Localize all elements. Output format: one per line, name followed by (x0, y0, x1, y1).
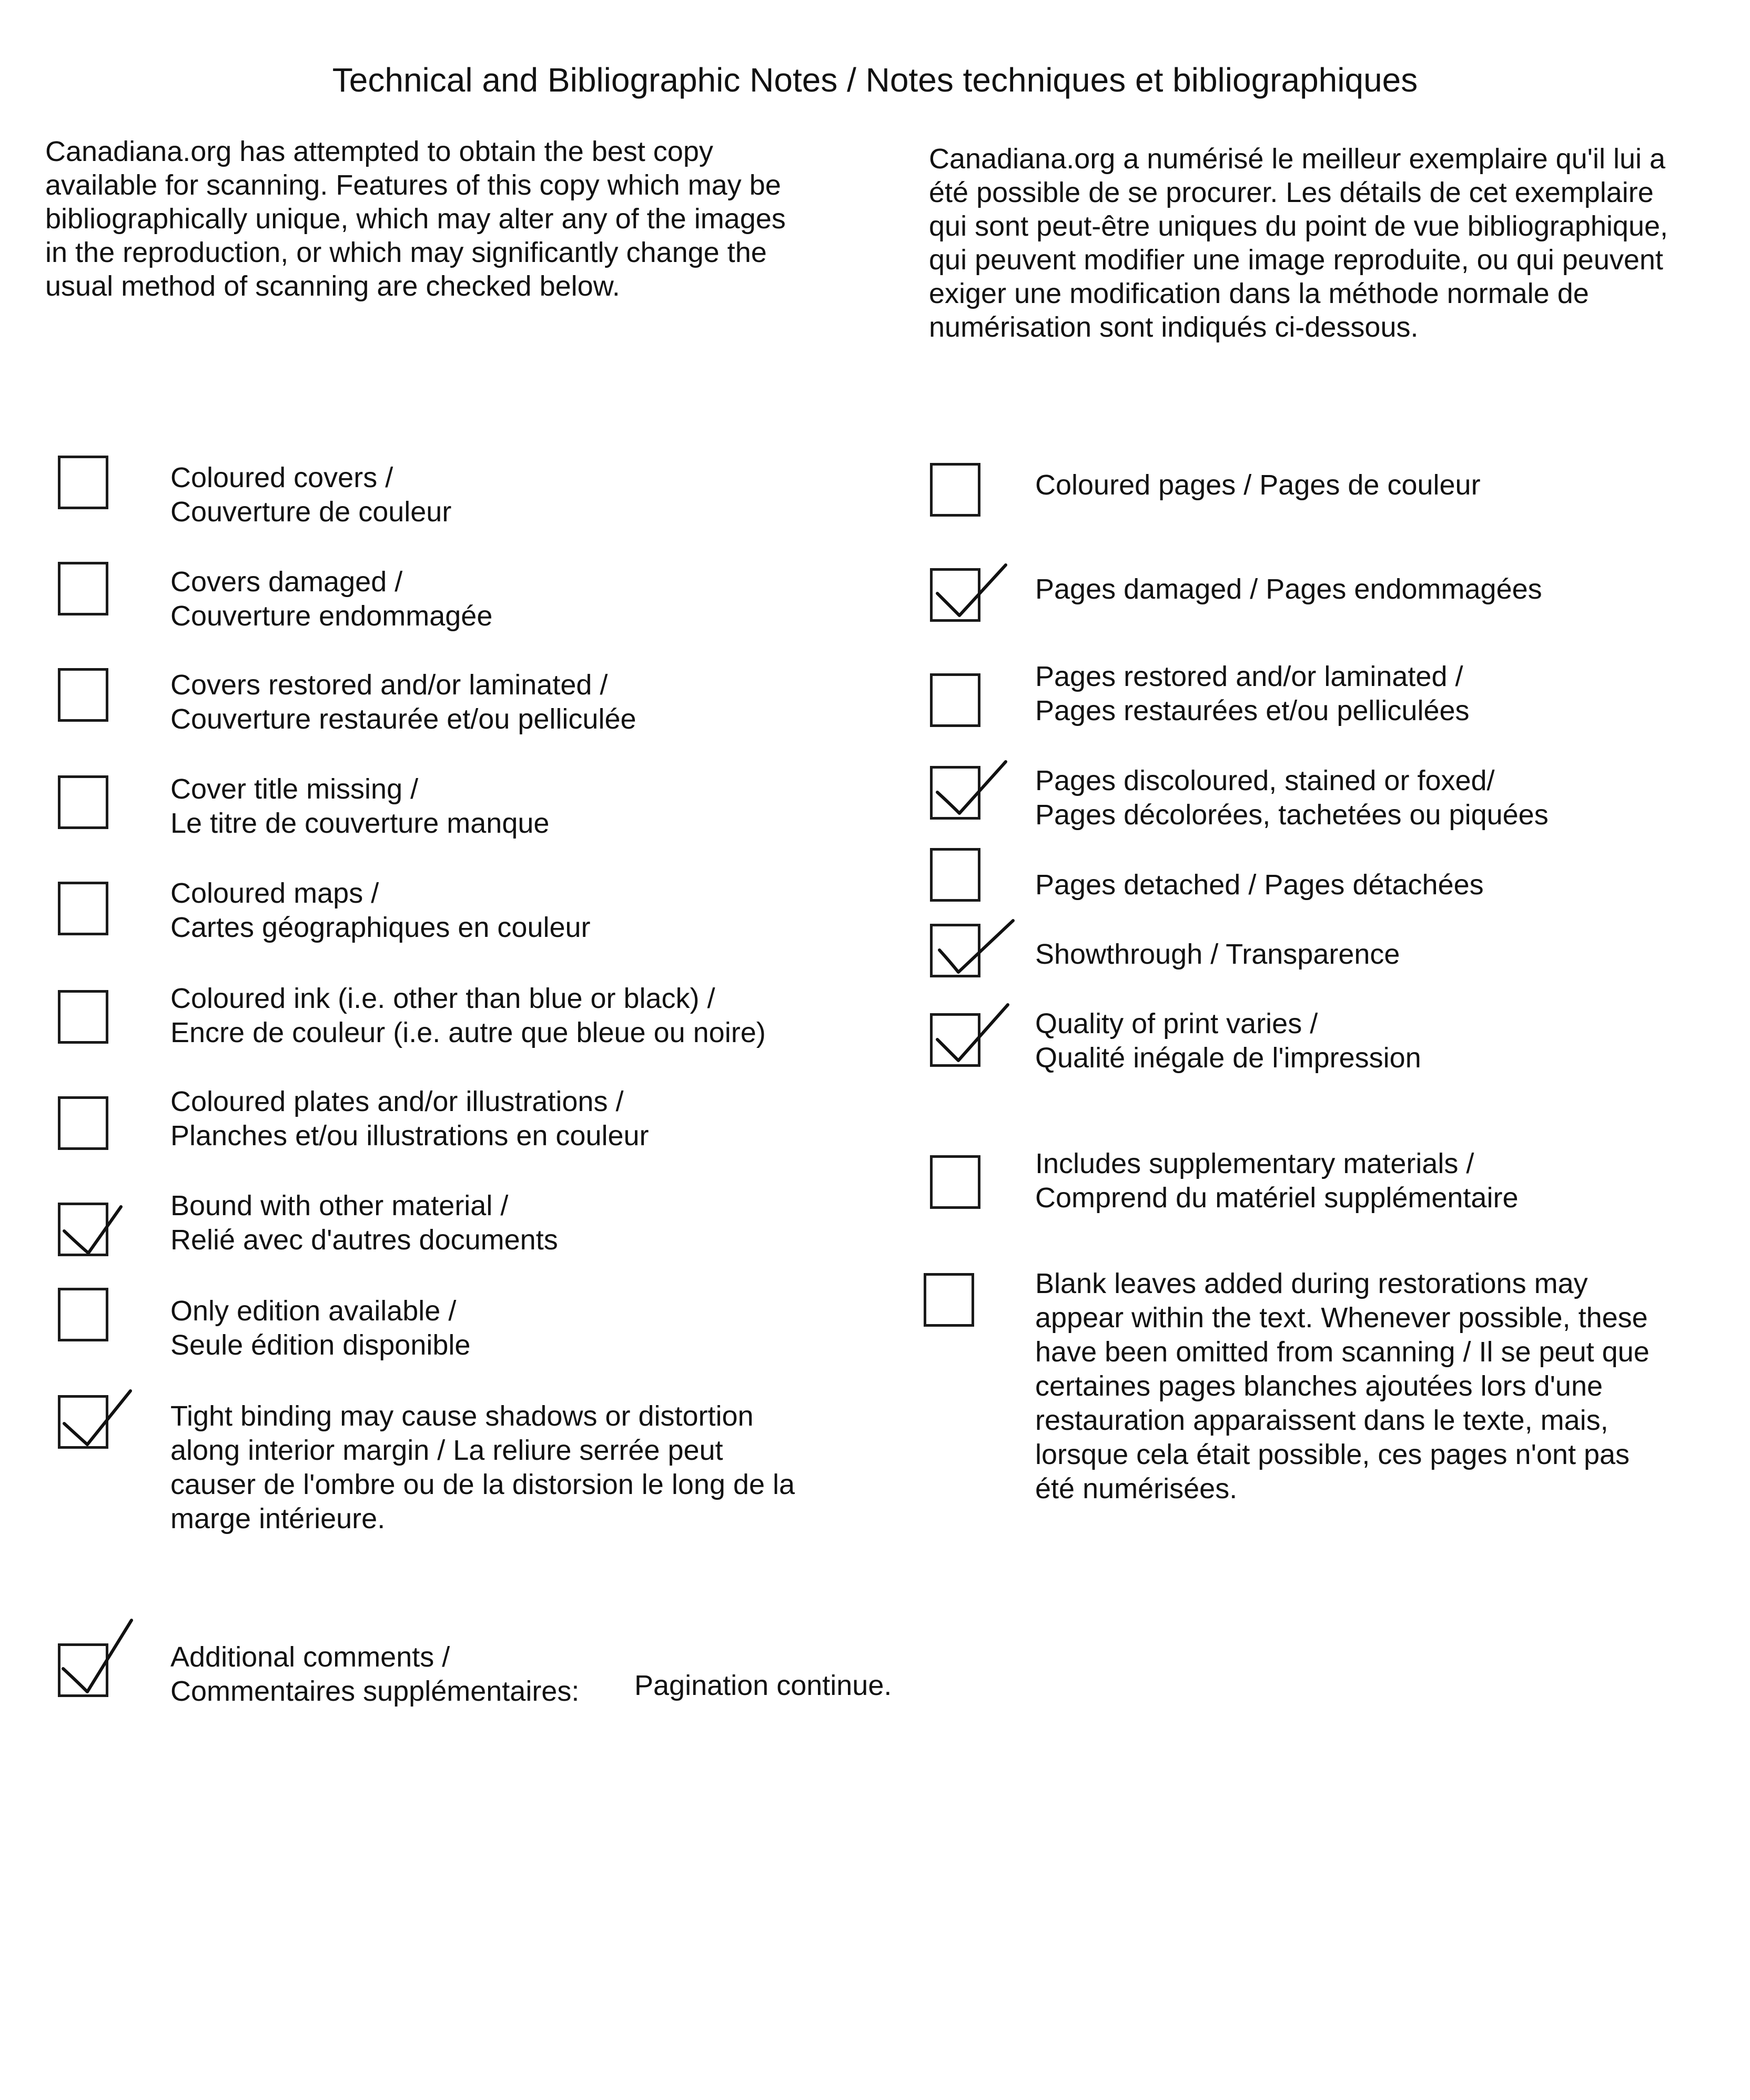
label-blank-leaves: Blank leaves added during restorations may appear within the text. Whenever possible, these have been omitted from scanning / Il se peut que certaines pages blanches ajoutées lors d'une restauration apparaissent dans le texte, mais, lorsque cela était possible, ces pages n'ont pas été numérisées. (1035, 1268, 1650, 1505)
label-coloured-plates: Coloured plates and/or illustrations / Planches et/ou illustrations en couleur (170, 1086, 649, 1152)
label-covers-damaged: Covers damaged / Couverture endommagée (170, 566, 493, 632)
label-pages-damaged: Pages damaged / Pages endommagées (1035, 573, 1542, 605)
checkbox-blank-leaves[interactable] (924, 1273, 974, 1327)
checkbox-coloured-covers[interactable] (58, 456, 108, 509)
label-pages-discoloured: Pages discoloured, stained or foxed/ Pages décolorées, tachetées ou piquées (1035, 765, 1549, 831)
label-quality-of-print: Quality of print varies / Qualité inégale de l'impression (1035, 1008, 1421, 1074)
label-covers-restored: Covers restored and/or laminated / Couverture restaurée et/ou pelliculée (170, 669, 636, 735)
checkbox-tight-binding[interactable] (58, 1395, 108, 1449)
label-coloured-ink: Coloured ink (i.e. other than blue or black) / Encre de couleur (i.e. autre que bleue ou noire) (170, 983, 766, 1048)
label-coloured-maps: Coloured maps / Cartes géographiques en couleur (170, 877, 591, 943)
checkbox-pages-detached[interactable] (930, 848, 980, 902)
checkbox-additional-comments[interactable] (58, 1643, 108, 1697)
label-additional-comments: Additional comments / Commentaires supplémentaires: (170, 1641, 580, 1707)
checkbox-coloured-plates[interactable] (58, 1096, 108, 1150)
label-supplementary-materials: Includes supplementary materials / Comprend du matériel supplémentaire (1035, 1148, 1519, 1214)
checkbox-cover-title-missing[interactable] (58, 775, 108, 829)
checkbox-only-edition[interactable] (58, 1288, 108, 1341)
page-title: Technical and Bibliographic Notes / Notes techniques et bibliographiques (332, 61, 1418, 99)
checkbox-supplementary-materials[interactable] (930, 1155, 980, 1209)
label-only-edition: Only edition available / Seule édition disponible (170, 1295, 471, 1361)
checkbox-pages-restored[interactable] (930, 673, 980, 727)
label-pages-restored: Pages restored and/or laminated / Pages restaurées et/ou pelliculées (1035, 661, 1470, 726)
checkbox-coloured-maps[interactable] (58, 882, 108, 935)
checkbox-coloured-ink[interactable] (58, 990, 108, 1044)
additional-comments-value: Pagination continue. (634, 1670, 892, 1701)
label-coloured-covers: Coloured covers / Couverture de couleur (170, 462, 452, 528)
checkbox-showthrough[interactable] (930, 924, 980, 977)
checkbox-pages-discoloured[interactable] (930, 766, 980, 820)
checkbox-covers-restored[interactable] (58, 668, 108, 722)
checkbox-quality-of-print[interactable] (930, 1013, 980, 1067)
checkbox-coloured-pages[interactable] (930, 463, 980, 517)
label-pages-detached: Pages detached / Pages détachées (1035, 869, 1484, 901)
label-showthrough: Showthrough / Transparence (1035, 938, 1400, 970)
checkbox-pages-damaged[interactable] (930, 568, 980, 622)
label-bound-with-other-material: Bound with other material / Relié avec d'autres documents (170, 1190, 558, 1256)
label-cover-title-missing: Cover title missing / Le titre de couverture manque (170, 773, 550, 839)
intro-english: Canadiana.org has attempted to obtain the best copy available for scanning. Features of this copy which may be bibliographically unique, which may alter any of the images in the reproduction, or which may significantly change the usual method of scanning are checked below. (45, 136, 786, 302)
intro-french: Canadiana.org a numérisé le meilleur exemplaire qu'il lui a été possible de se procurer. Les détails de cet exemplaire qui sont peut-être uniques du point de vue bibliographique, qui peuvent modifier une image reproduite, ou qui peuvent exiger une modification dans la méthode normale de numérisation sont indiqués ci-dessous. (929, 143, 1668, 343)
checkbox-covers-damaged[interactable] (58, 562, 108, 615)
label-tight-binding: Tight binding may cause shadows or distortion along interior margin / La reliure serrée peut causer de l'ombre ou de la distorsion le long de la marge intérieure. (170, 1400, 795, 1534)
label-coloured-pages: Coloured pages / Pages de couleur (1035, 469, 1481, 501)
checkbox-bound-with-other-material[interactable] (58, 1203, 108, 1256)
